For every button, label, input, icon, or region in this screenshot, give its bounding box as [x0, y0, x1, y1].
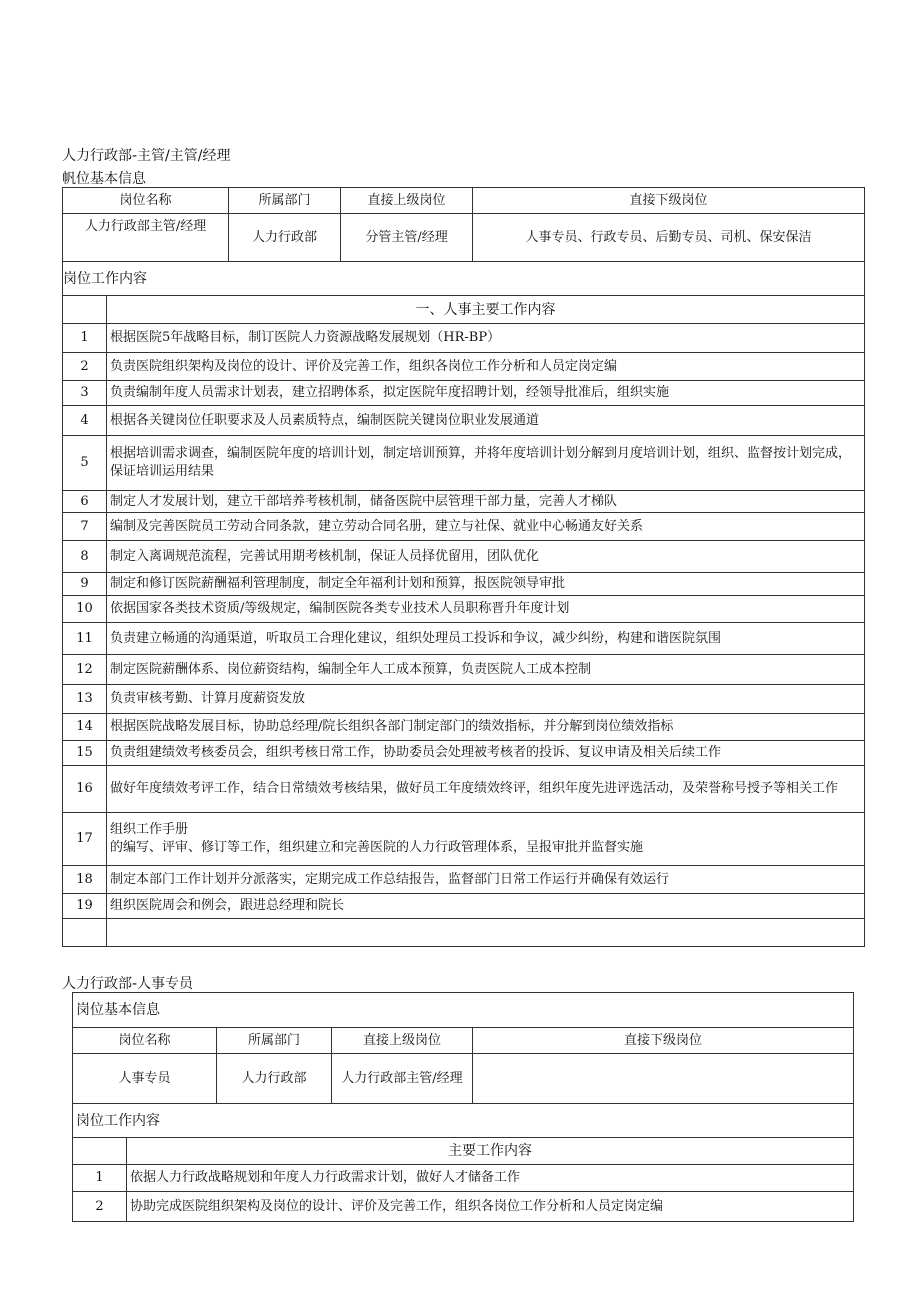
header-cell: 岗位名称: [73, 1028, 217, 1054]
table-row: [63, 353, 865, 381]
row-number: 14: [63, 714, 107, 741]
row-text: 依据人力行政战略规划和年度人力行政需求计划，做好人才储备工作: [127, 1165, 854, 1192]
table-row: [63, 766, 865, 813]
row-number: 1: [73, 1165, 127, 1192]
row-number: 10: [63, 596, 107, 623]
table-row: [63, 894, 865, 919]
subtitle: 岗位基本信息: [73, 993, 854, 1028]
row-text: 根据医院5年战略目标，制订医院人力资源战略发展规划（HR-BP）: [107, 324, 865, 353]
row-text: 制定医院薪酬体系、岗位薪资结构，编制全年人工成本预算，负责医院人工成本控制: [107, 655, 865, 685]
value-cell: 人事专员、行政专员、后勤专员、司机、保安保洁: [473, 214, 865, 262]
value-cell: 人力行政部主管/经理: [63, 214, 229, 262]
doc1-subtitle: 帆位基本信息: [62, 171, 146, 187]
row-text: 编制及完善医院员工劳动合同条款，建立劳动合同名册，建立与社保、就业中心畅通友好关系: [107, 513, 865, 541]
row-number: 6: [63, 491, 107, 513]
table-row: [63, 406, 865, 436]
row-number: 15: [63, 741, 107, 766]
row-text: 协助完成医院组织架构及岗位的设计、评价及完善工作，组织各岗位工作分析和人员定岗定编: [127, 1192, 854, 1222]
doc1-info-table: [62, 187, 865, 947]
table-row: [63, 324, 865, 353]
row-number: 2: [73, 1192, 127, 1222]
row-text: 组织工作手册 的编写、评审、修订等工作，组织建立和完善医院的人力行政管理体系，呈报审批并监督实施: [107, 813, 865, 866]
value-cell: [473, 1054, 854, 1104]
empty-row: [63, 919, 865, 947]
row-text: 做好年度绩效考评工作，结合日常绩效考核结果，做好员工年度绩效终评，组织年度先进评选活动，及荣誉称号授予等相关工作: [107, 766, 865, 813]
table-row: [63, 741, 865, 766]
header-cell: 直接上级岗位: [332, 1028, 473, 1054]
row-number: 16: [63, 766, 107, 813]
header-cell: 直接下级岗位: [473, 188, 865, 214]
table-row: [73, 1192, 854, 1222]
row-text: 负责组建绩效考核委员会，组织考核日常工作，协助委员会处理被考核者的投诉、复议申请及相关后续工作: [107, 741, 865, 766]
work-label: 岗位工作内容: [63, 262, 865, 296]
row-number: 19: [63, 894, 107, 919]
row-text: 负责审核考勤、计算月度薪资发放: [107, 685, 865, 714]
table-row: [63, 623, 865, 655]
table-row: [63, 596, 865, 623]
table-row: [63, 714, 865, 741]
header-cell: 直接下级岗位: [473, 1028, 854, 1054]
header-cell: 所属部门: [229, 188, 341, 214]
value-cell: 人事专员: [73, 1054, 217, 1104]
table-row: [63, 381, 865, 406]
row-number: 18: [63, 866, 107, 894]
table-row: [73, 1165, 854, 1192]
table-row: [63, 813, 865, 866]
table-row: [63, 541, 865, 573]
header-cell: 直接上级岗位: [341, 188, 473, 214]
row-number: 7: [63, 513, 107, 541]
row-text: 负责建立畅通的沟通渠道，听取员工合理化建议，组织处理员工投诉和争议，减少纠纷，构建和谐医院氛围: [107, 623, 865, 655]
row-number: 3: [63, 381, 107, 406]
value-cell: 分管主管/经理: [341, 214, 473, 262]
row-text: 负责医院组织架构及岗位的设计、评价及完善工作，组织各岗位工作分析和人员定岗定编: [107, 353, 865, 381]
row-text: 依据国家各类技术资质/等级规定，编制医院各类专业技术人员职称晋升年度计划: [107, 596, 865, 623]
doc2-title: 人力行政部-人事专员: [62, 976, 194, 992]
row-text: 制定人才发展计划，建立干部培养考核机制，储备医院中层管理干部力量，完善人才梯队: [107, 491, 865, 513]
work-label: 岗位工作内容: [73, 1104, 854, 1138]
row-text: 根据培训需求调查，编制医院年度的培训计划，制定培训预算，并将年度培训计划分解到月度培训计划，组织、监督按计划完成，保证培训运用结果: [107, 436, 865, 491]
row-text: 根据医院战略发展目标，协助总经理/院长组织各部门制定部门的绩效指标，并分解到岗位绩效指标: [107, 714, 865, 741]
doc1-title: 人力行政部-主管/主管/经理: [62, 148, 231, 164]
value-cell: 人力行政部: [217, 1054, 332, 1104]
header-cell: 所属部门: [217, 1028, 332, 1054]
value-cell: 人力行政部: [229, 214, 341, 262]
table-row: [63, 685, 865, 714]
section-header: 一、人事主要工作内容: [107, 296, 865, 324]
row-text: 制定入离调规范流程，完善试用期考核机制，保证人员择优留用，团队优化: [107, 541, 865, 573]
row-number: 5: [63, 436, 107, 491]
section-header: 主要工作内容: [127, 1138, 854, 1165]
row-number: 1: [63, 324, 107, 353]
table-row: [63, 513, 865, 541]
row-number: 4: [63, 406, 107, 436]
row-number: 13: [63, 685, 107, 714]
header-cell: 岗位名称: [63, 188, 229, 214]
row-number: 17: [63, 813, 107, 866]
row-number: 12: [63, 655, 107, 685]
table-row: [63, 866, 865, 894]
row-text: 组织医院周会和例会，跟进总经理和院长: [107, 894, 865, 919]
row-text: 制定和修订医院薪酬福利管理制度，制定全年福利计划和预算，报医院领导审批: [107, 573, 865, 596]
row-number: 9: [63, 573, 107, 596]
table-row: [63, 436, 865, 491]
row-number: 2: [63, 353, 107, 381]
doc2-info-table: [72, 992, 854, 1222]
table-row: [63, 491, 865, 513]
row-text: 制定本部门工作计划并分派落实，定期完成工作总结报告，监督部门日常工作运行并确保有效运行: [107, 866, 865, 894]
row-text: 负责编制年度人员需求计划表，建立招聘体系，拟定医院年度招聘计划，经领导批准后，组织实施: [107, 381, 865, 406]
table-row: [63, 655, 865, 685]
row-number: 8: [63, 541, 107, 573]
row-text: 根据各关键岗位任职要求及人员素质特点，编制医院关键岗位职业发展通道: [107, 406, 865, 436]
table-row: [63, 573, 865, 596]
value-cell: 人力行政部主管/经理: [332, 1054, 473, 1104]
row-number: 11: [63, 623, 107, 655]
